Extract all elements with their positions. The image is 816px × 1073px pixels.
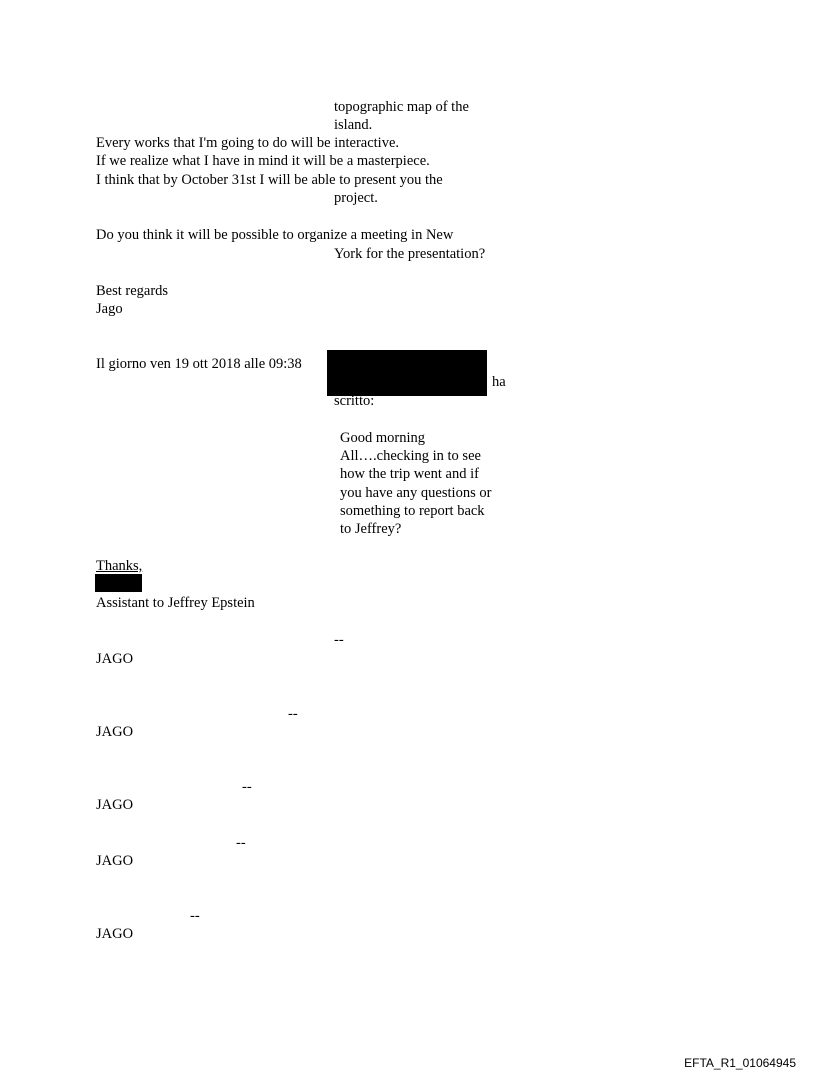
- signature-line: Jago: [96, 301, 123, 317]
- redaction-block: [95, 574, 142, 592]
- sig-name: JAGO: [96, 853, 134, 869]
- quoted-line: how the trip went and if: [340, 466, 479, 482]
- body-line: island.: [334, 117, 373, 133]
- quoted-line: Good morning: [340, 430, 425, 446]
- quoted-line: All….checking in to see: [340, 448, 481, 464]
- quoted-line: something to report back: [340, 503, 485, 519]
- separator: --: [190, 908, 200, 924]
- separator: --: [242, 779, 252, 795]
- body-line: Do you think it will be possible to organize a meeting in New: [96, 227, 454, 243]
- quoted-line: to Jeffrey?: [340, 521, 402, 537]
- body-line: project.: [334, 190, 378, 206]
- sig-name: JAGO: [96, 926, 134, 942]
- body-line: I think that by October 31st I will be able to present you the: [96, 172, 443, 188]
- quote-header-prefix: Il giorno ven 19 ott 2018 alle 09:38: [96, 356, 302, 372]
- separator: --: [334, 632, 344, 648]
- assistant-title: Assistant to Jeffrey Epstein: [96, 595, 255, 611]
- quote-header-continuation: scritto:: [334, 393, 375, 409]
- separator: --: [236, 835, 246, 851]
- quoted-line: you have any questions or: [340, 485, 492, 501]
- body-line: topographic map of the: [334, 99, 469, 115]
- body-line: If we realize what I have in mind it will be a masterpiece.: [96, 153, 430, 169]
- separator: --: [288, 706, 298, 722]
- sig-name: JAGO: [96, 724, 134, 740]
- sig-name: JAGO: [96, 797, 134, 813]
- redaction-block: [327, 350, 487, 396]
- thanks-line: Thanks,: [96, 558, 143, 574]
- sig-name: JAGO: [96, 651, 134, 667]
- document-id: EFTA_R1_01064945: [684, 1056, 796, 1070]
- closing-line: Best regards: [96, 283, 169, 299]
- quote-header-suffix: ha: [492, 374, 506, 390]
- body-line: Every works that I'm going to do will be interactive.: [96, 135, 400, 151]
- body-line: York for the presentation?: [334, 246, 486, 262]
